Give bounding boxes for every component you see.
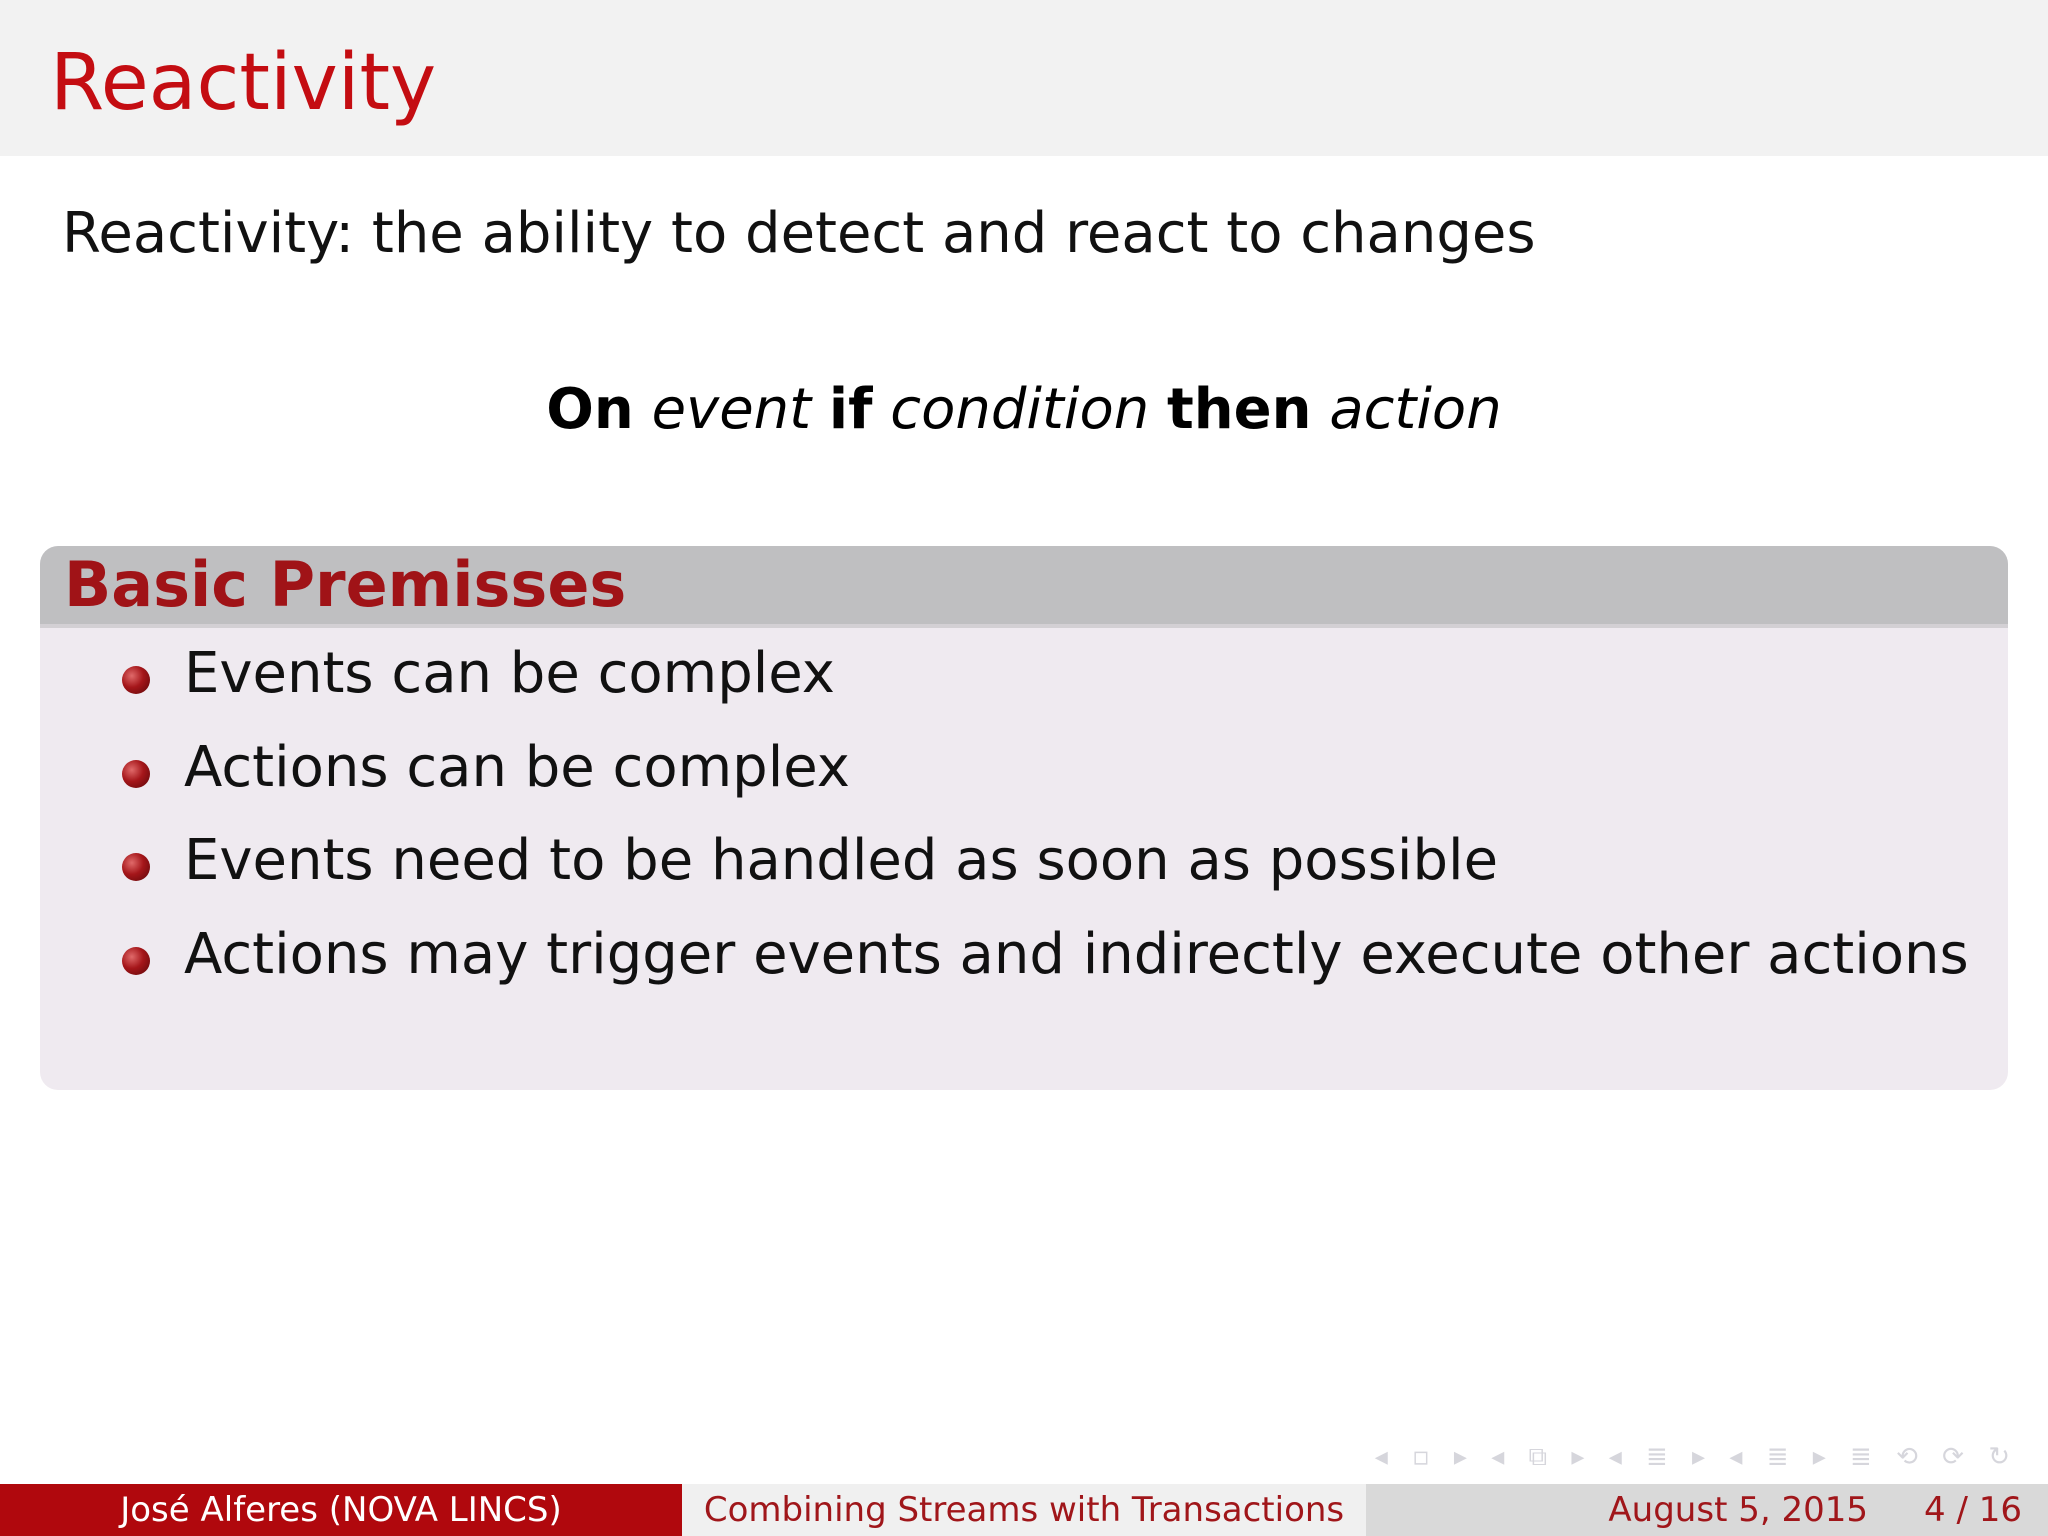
list-item-text: Actions can be complex: [184, 735, 850, 800]
bullet-icon: [122, 853, 150, 881]
beamer-navigation-icons[interactable]: ◂ ▫ ▸ ◂ ⧉ ▸ ◂ ≣ ▸ ◂ ≣ ▸ ≣ ⟲ ⟳ ↻: [1374, 1442, 2018, 1472]
bullet-icon: [122, 947, 150, 975]
bullet-icon: [122, 666, 150, 694]
bullet-icon: [122, 760, 150, 788]
list-item-text: Events can be complex: [184, 641, 835, 706]
premisses-block: [40, 546, 2008, 1090]
footer-date: August 5, 2015: [1608, 1490, 1868, 1530]
list-item-text: Actions may trigger events and indirectly execute other actions: [184, 922, 1969, 987]
rule-action: action: [1329, 377, 1502, 442]
rule-then: then: [1167, 377, 1312, 442]
block-title: Basic Premisses: [64, 548, 627, 621]
rule-condition: condition: [890, 377, 1150, 442]
slide-title: Reactivity: [50, 38, 437, 128]
block-header: [40, 546, 2008, 628]
footer-title: Combining Streams with Transactions: [682, 1484, 1366, 1536]
eca-rule: [0, 377, 2048, 442]
footer: [0, 1484, 2048, 1536]
frame-title-bar: [0, 0, 2048, 156]
rule-if: if: [828, 377, 873, 442]
rule-event: event: [651, 377, 812, 442]
intro-text: Reactivity: the ability to detect and react to changes: [62, 201, 1536, 266]
rule-on: On: [546, 377, 634, 442]
footer-right: [1366, 1484, 2048, 1536]
footer-author: José Alferes (NOVA LINCS): [0, 1484, 682, 1536]
list-item-text: Events need to be handled as soon as possible: [184, 828, 1499, 893]
page-number: 4 / 16: [1924, 1490, 2022, 1530]
